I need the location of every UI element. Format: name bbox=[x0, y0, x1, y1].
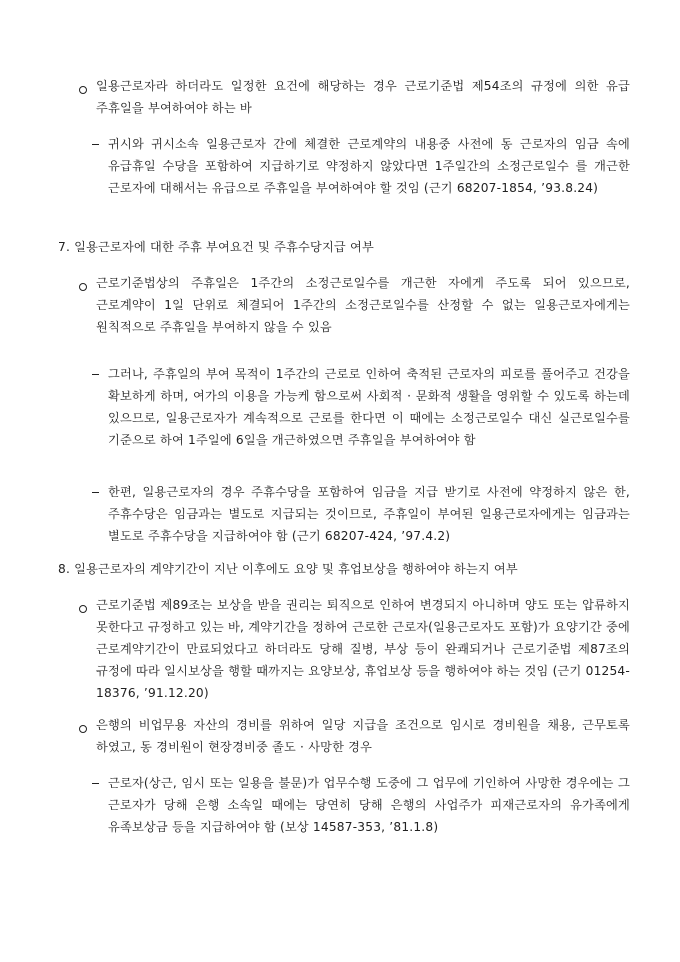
dash-bullet-icon bbox=[92, 783, 99, 784]
dash-bullet-icon bbox=[92, 374, 99, 375]
bullet-paragraph: 은행의 비업무용 자산의 경비를 위하여 일당 지급을 조건으로 임시로 경비원을 채용, 근무토록 하였고, 동 경비원이 현장경비중 졸도 · 사망한 경우 bbox=[96, 718, 630, 754]
dash-paragraph: 그러나, 주휴일의 부여 목적이 1주간의 근로로 인하여 축적된 근로자의 피로를 풀어주고 건강을 확보하게 하며, 여가의 이용을 가능케 함으로써 사회적 · 문화적 생활을 영위할 수 있도록 하는데 있으므로, 일용근로자가 계속적으로 근로를 한다면 이 때에는 소정근로일수 대신 실근로일수를 기준으로 하여 1주일에 6일을 개근하였으면 주휴일을 부여하여야 함 bbox=[108, 367, 630, 447]
section-heading-7: 7. 일용근로자에 대한 주휴 부여요건 및 주휴수당지급 여부 bbox=[58, 240, 374, 254]
dash-paragraph: 귀시와 귀시소속 일용근로자 간에 체결한 근로계약의 내용중 사전에 동 근로자의 임금 속에 유급휴일 수당을 포함하여 지급하기로 약정하지 않았다면 1주일간의 소정근로일수 를 개근한 근로자에 대해서는 유급으로 주휴일을 부여하여야 할 것임 (근기 68207-1854, ’93.8.24) bbox=[108, 137, 630, 195]
dash-bullet-icon bbox=[92, 492, 99, 493]
bullet-paragraph: 근로기준법상의 주휴일은 1주간의 소정근로일수를 개근한 자에게 주도록 되어 있으므로, 근로계약이 1일 단위로 체결되어 1주간의 소정근로일수를 산정할 수 없는 일용근로자에게는 원칙적으로 주휴일을 부여하지 않을 수 있음 bbox=[96, 276, 630, 334]
section-heading-8: 8. 일용근로자의 계약기간이 지난 이후에도 요양 및 휴업보상을 행하여야 하는지 여부 bbox=[58, 562, 518, 576]
dash-paragraph: 근로자(상근, 임시 또는 일용을 불문)가 업무수행 도중에 그 업무에 기인하여 사망한 경우에는 그 근로자가 당해 은행 소속일 때에는 당연히 당해 은행의 사업주가 피재근로자의 유가족에게 유족보상금 등을 지급하여야 함 (보상 14587-353, ’81.1.8) bbox=[108, 776, 630, 834]
dash-paragraph: 한편, 일용근로자의 경우 주휴수당을 포함하여 임금을 지급 받기로 사전에 약정하지 않은 한, 주휴수당은 임금과는 별도로 지급되는 것이므로, 주휴일이 부여된 일용근로자에게는 임금과는 별도로 주휴수당을 지급하여야 함 (근기 68207-424, ’97.4.2) bbox=[108, 485, 630, 543]
circle-bullet-icon bbox=[79, 725, 87, 733]
bullet-paragraph: 근로기준법 제89조는 보상을 받을 권리는 퇴직으로 인하여 변경되지 아니하며 양도 또는 압류하지 못한다고 규정하고 있는 바, 계약기간을 정하여 근로한 근로자(일용근로자도 포함)가 요양기간 중에 근로계약기간이 만료되었다고 하더라도 당해 질병, 부상 등이 완쾌되거나 근로기준법 제87조의 규정에 따라 일시보상을 행할 때까지는 요양보상, 휴업보상 등을 행하여야 하는 것임 (근기 01254-18376, ’91.12.20) bbox=[96, 598, 630, 700]
circle-bullet-icon bbox=[79, 86, 87, 94]
bullet-paragraph: 일용근로자라 하더라도 일정한 요건에 해당하는 경우 근로기준법 제54조의 규정에 의한 유급 주휴일을 부여하여야 하는 바 bbox=[96, 79, 630, 115]
dash-bullet-icon bbox=[92, 144, 99, 145]
circle-bullet-icon bbox=[79, 283, 87, 291]
circle-bullet-icon bbox=[79, 605, 87, 613]
